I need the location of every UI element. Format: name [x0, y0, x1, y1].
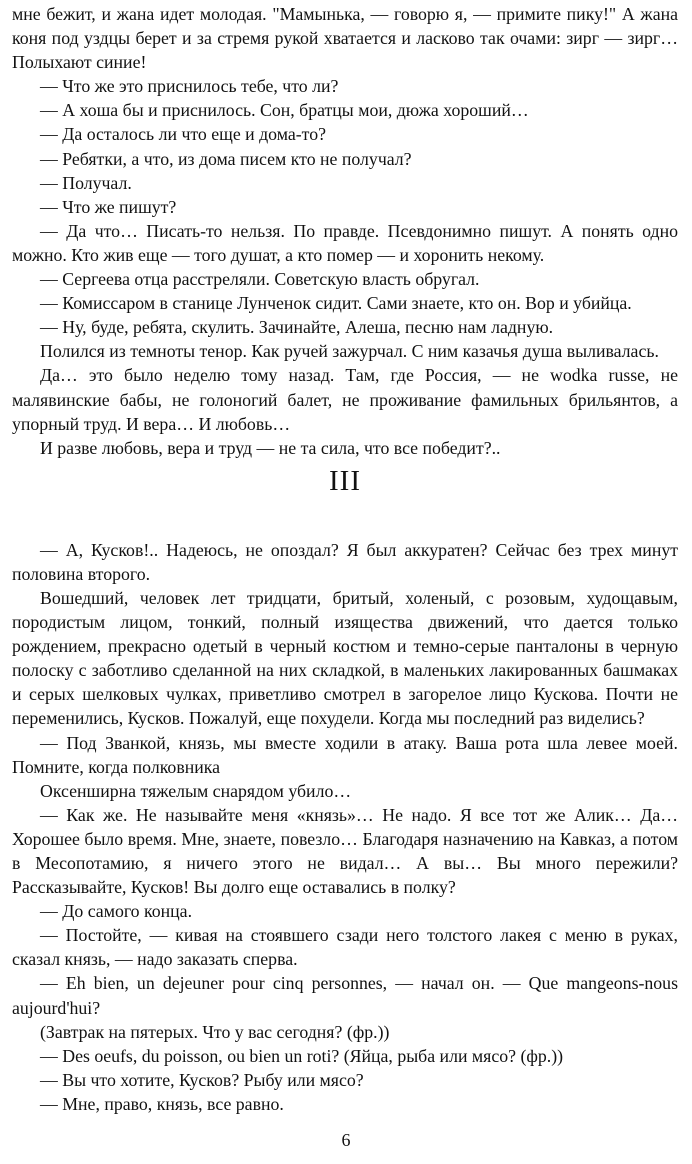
paragraph: — Получал. [40, 172, 132, 193]
paragraph: И разве любовь, вера и труд — не та сила, что все победит?.. [40, 437, 501, 458]
chapter-heading: III [329, 464, 361, 497]
page-body [12, 2, 678, 1116]
paragraph: — Eh bien, un dejeuner pour cinq personnes, — начал он. — Que mangeons-nous aujourd'hui? [12, 973, 678, 1018]
paragraph: — Да что… Писать-то нельзя. По правде. Псевдонимно пишут. А понять одно можно. Кто жив еще — того душат, а кто помер — и хоронить некому. [12, 220, 678, 265]
paragraph: — До самого конца. [40, 901, 193, 922]
paragraph: — Под Званкой, князь, мы вместе ходили в атаку. Ваша рота шла левее моей. Помните, когда полковника [12, 732, 678, 777]
paragraph: — Des oeufs, du poisson, ou bien un roti? (Яйца, рыба или мясо? (фр.)) [40, 1045, 564, 1066]
paragraph: — Что же пишут? [40, 196, 177, 217]
paragraph: — Ну, буде, ребята, скулить. Зачинайте, Алеша, песню нам ладную. [40, 317, 554, 338]
paragraph: Полился из темноты тенор. Как ручей зажурчал. С ним казачья душа выливалась. [40, 341, 659, 362]
paragraph: — А, Кусков!.. Надеюсь, не опоздал? Я был аккуратен? Сейчас без трех минут половина второго. [12, 539, 678, 584]
paragraph: — Да осталось ли что еще и дома-то? [40, 124, 327, 145]
paragraph: мне бежит, и жана идет молодая. "Мамынька, — говорю я, — примите пику!" А жана коня под уздцы берет и за стремя рукой хватается и ласково так очами: зирг — зирг… Полыхают синие! [12, 4, 678, 73]
paragraph: — Что же это приснилось тебе, что ли? [40, 76, 339, 97]
page-number: 6 [341, 1130, 351, 1150]
paragraph: — Ребятки, а что, из дома писем кто не получал? [40, 148, 412, 169]
paragraph: — Как же. Не называйте меня «князь»… Не надо. Я все тот же Алик… Да… Хорошее было время. Мне, знаете, повезло… Благодаря назначению на Кавказ, а потом в Месопотамию, я ничего этого не видал… А вы… Вы много пережили? Рассказывайте, Кусков! Вы долго еще оставались в полку? [12, 804, 678, 898]
paragraph: — А хоша бы и приснилось. Сон, братцы мои, дюжа хороший… [40, 100, 529, 121]
paragraph: Оксенширна тяжелым снарядом убило… [40, 780, 352, 801]
paragraph: — Сергеева отца расстреляли. Советскую власть обругал. [40, 269, 480, 290]
paragraph: Вошедший, человек лет тридцати, бритый, холеный, с розовым, худощавым, породистым лицом, тонкий, полный изящества движений, что дается только рождением, прекрасно одетый в черный костюм и темно-серые панталоны в черную полоску с заботливо сделанной на них складкой, в маленьких лакированных башмаках и серых шелковых чулках, приветливо смотрел в загорелое лицо Кускова. Почти не переменились, Кусков. Пожалуй, еще похудели. Когда мы последний раз виделись? [12, 587, 678, 729]
paragraph: — Мне, право, князь, все равно. [40, 1093, 284, 1114]
paragraph: — Вы что хотите, Кусков? Рыбу или мясо? [40, 1069, 364, 1090]
paragraph: (Завтрак на пятерых. Что у вас сегодня? (фр.)) [40, 1021, 390, 1042]
paragraph: Да… это было неделю тому назад. Там, где Россия, — не wodka russe, не малявинские бабы, не голоногий балет, не проживание фамильных брильянтов, а упорный труд. И вера… И любовь… [12, 365, 678, 434]
paragraph: — Комиссаром в станице Лунченок сидит. Сами знаете, кто он. Вор и убийца. [40, 293, 632, 314]
paragraph: — Постойте, — кивая на стоявшего сзади него толстого лакея с меню в руках, сказал князь, — надо заказать сперва. [12, 925, 678, 970]
